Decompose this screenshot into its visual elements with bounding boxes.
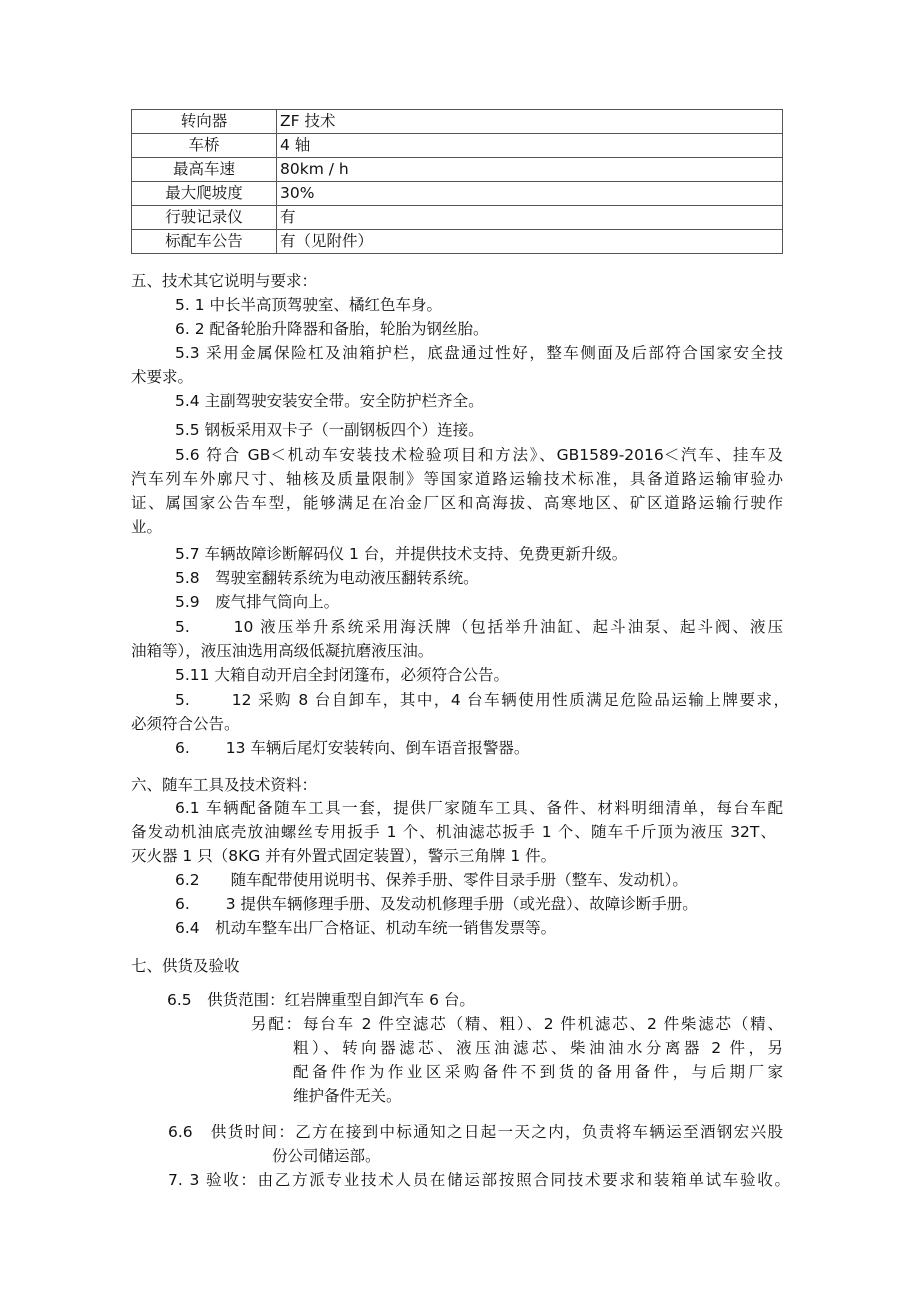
text-line: 5.7 车辆故障诊断解码仪 1 台，并提供技术支持、免费更新升级。 [175, 545, 628, 563]
text-line: 5. 1 中长半高顶驾驶室、橘红色车身。 [175, 296, 443, 314]
text-line: 5.5 钢板采用双卡子（一副钢板四个）连接。 [175, 421, 484, 439]
table-row [132, 182, 783, 206]
text-line: 5. 12 采购 8 台自卸车，其中，4 台车辆使用性质满足危险品运输上牌要求， [175, 691, 789, 709]
text-line: 6.6 供货时间：乙方在接到中标通知之日起一天之内，负责将车辆运至酒钢宏兴股 [168, 1123, 783, 1141]
section-5-heading: 五、技术其它说明与要求： [131, 272, 318, 290]
text-line: 必须符合公告。 [131, 715, 240, 733]
table-row [132, 158, 783, 182]
spec-key: 车桥 [132, 134, 277, 158]
spec-value: 80km / h [277, 158, 783, 182]
spec-key: 最高车速 [132, 158, 277, 182]
spec-key: 标配车公告 [132, 230, 277, 254]
text-line: 5.8 驾驶室翻转系统为电动液压翻转系统。 [175, 569, 479, 587]
text-line: 配备件作为作业区采购备件不到货的备用备件，与后期厂家 [293, 1063, 783, 1081]
text-line: 5.6 符合 GB＜机动车安装技术检验项目和方法》、GB1589-2016＜汽车、挂车及 [175, 446, 783, 464]
text-line: 另配：每台车 2 件空滤芯（精、粗）、2 件机滤芯、2 件柴滤芯（精、 [251, 1015, 783, 1033]
text-line: 6. 3 提供车辆修理手册、及发动机修理手册（或光盘）、故障诊断手册。 [175, 895, 698, 913]
text-line: 6.1 车辆配备随车工具一套，提供厂家随车工具、备件、材料明细清单，每台车配 [175, 799, 783, 817]
spec-value: 有 [277, 206, 783, 230]
text-line: 粗）、转向器滤芯、液压油滤芯、柴油油水分离器 2 件，另 [293, 1039, 783, 1057]
text-line: 6.2 随车配带使用说明书、保养手册、零件目录手册（整车、发动机）。 [175, 871, 688, 889]
spec-value: 30% [277, 182, 783, 206]
text-line: 6.4 机动车整车出厂合格证、机动车统一销售发票等。 [175, 919, 557, 937]
text-line: 证、属国家公告车型，能够满足在冶金厂区和高海拔、高寒地区、矿区道路运输行驶作 [131, 494, 783, 512]
text-line: 油箱等），液压油选用高级低凝抗磨液压油。 [131, 642, 434, 660]
spec-key: 最大爬坡度 [132, 182, 277, 206]
text-line: 5. 10 液压举升系统采用海沃牌（包括举升油缸、起斗油泵、起斗阀、液压 [175, 618, 783, 636]
text-line: 术要求。 [131, 368, 194, 386]
spec-value: ZF 技术 [277, 110, 783, 134]
table-row [132, 134, 783, 158]
text-line: 备发动机油底壳放油螺丝专用扳手 1 个、机油滤芯扳手 1 个、随车千斤顶为液压 32T、 [131, 823, 776, 841]
text-line: 5.4 主副驾驶安装安全带。安全防护栏齐全。 [175, 392, 484, 410]
text-line: 6. 13 车辆后尾灯安装转向、倒车语音报警器。 [175, 739, 530, 757]
text-line: 份公司储运部。 [272, 1147, 381, 1165]
text-line: 5.3 采用金属保险杠及油箱护栏，底盘通过性好，整车侧面及后部符合国家安全技 [175, 344, 783, 362]
text-line: 5.11 大箱自动开启全封闭篷布，必须符合公告。 [175, 666, 509, 684]
text-line: 灭火器 1 只（8KG 并有外置式固定装置），警示三角牌 1 件。 [131, 847, 557, 865]
table-row [132, 230, 783, 254]
text-line: 业。 [131, 518, 163, 536]
text-line: 7. 3 验收：由乙方派专业技术人员在储运部按照合同技术要求和装箱单试车验收。 [168, 1171, 790, 1189]
spec-value: 4 轴 [277, 134, 783, 158]
text-line: 汽车列车外廓尺寸、轴核及质量限制》等国家道路运输技术标准，具备道路运输审验办 [131, 470, 783, 488]
table-row [132, 206, 783, 230]
spec-key: 转向器 [132, 110, 277, 134]
section-7-heading: 七、供货及验收 [131, 957, 240, 975]
text-line: 6.5 供货范围：红岩牌重型自卸汽车 6 台。 [167, 991, 475, 1009]
text-line: 维护备件无关。 [293, 1087, 402, 1105]
section-6-heading: 六、随车工具及技术资料： [131, 776, 318, 794]
text-line: 6. 2 配备轮胎升降器和备胎，轮胎为钢丝胎。 [175, 320, 489, 338]
spec-key: 行驶记录仪 [132, 206, 277, 230]
spec-value: 有（见附件） [277, 230, 783, 254]
table-row [132, 110, 783, 134]
spec-table [131, 109, 783, 254]
text-line: 5.9 废气排气筒向上。 [175, 593, 340, 611]
